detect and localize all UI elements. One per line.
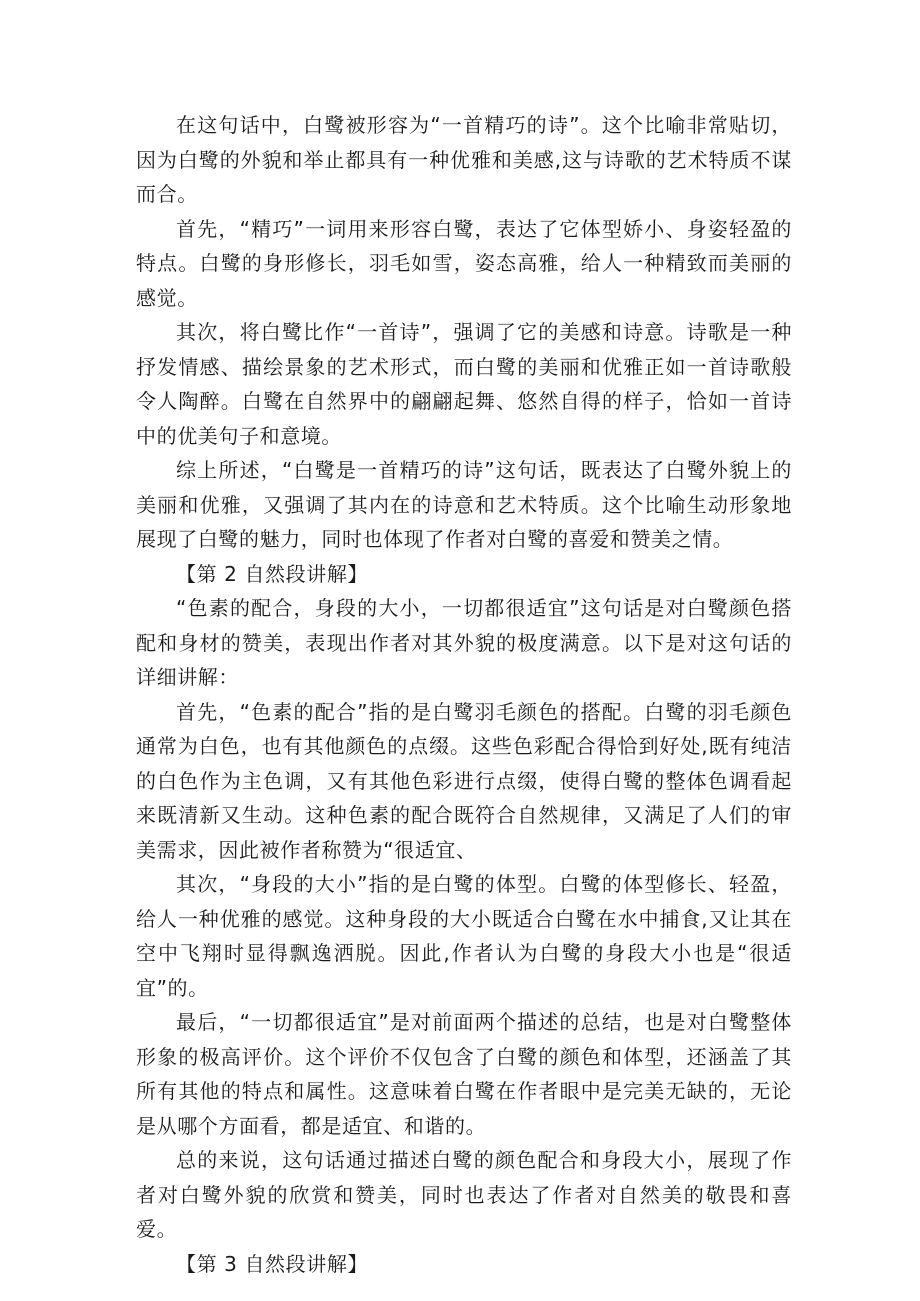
- paragraph-summary-2: 总的来说，这句话通过描述白鹭的颜色配合和身段大小，展现了作者对白鹭外貌的欣赏和赞美，同时也表达了作者对自然美的敬畏和喜爱。: [136, 1148, 792, 1241]
- paragraph-summary-1: 综上所述，“白鹭是一首精巧的诗”这句话，既表达了白鹭外貌上的美丽和优雅，又强调了其内在的诗意和艺术特质。这个比喻生动形象地展现了白鹭的魅力，同时也体现了作者对白鹭的喜爱和赞美之情。: [136, 458, 792, 551]
- paragraph-a-poem: 其次，将白鹭比作“一首诗”，强调了它的美感和诗意。诗歌是一种抒发情感、描绘景象的艺术形式，而白鹭的美丽和优雅正如一首诗歌般令人陶醉。白鹭在自然界中的翩翩起舞、悠然自得的样子，恰如一首诗中的优美句子和意境。: [136, 320, 792, 448]
- paragraph-color: 首先，“色素的配合”指的是白鹭羽毛颜色的搭配。白鹭的羽毛颜色通常为白色，也有其他颜色的点缀。这些色彩配合得恰到好处,既有纯洁的白色作为主色调，又有其他色彩进行点缀，使得白鹭的整体色调看起来既清新又生动。这种色素的配合既符合自然规律，又满足了人们的审美需求，因此被作者称赞为“很适宜、: [136, 699, 792, 862]
- paragraph-poem-metaphor: 在这句话中，白鹭被形容为“一首精巧的诗”。这个比喻非常贴切，因为白鹭的外貌和举止都具有一种优雅和美感,这与诗歌的艺术特质不谋而合。: [136, 113, 792, 206]
- section-heading-paragraph-2: 【第 2 自然段讲解】: [176, 561, 369, 586]
- paragraph-all-suitable: 最后，“一切都很适宜”是对前面两个描述的总结，也是对白鹭整体形象的极高评价。这个评价不仅包含了白鹭的颜色和体型，还涵盖了其所有其他的特点和属性。这意味着白鹭在作者眼中是完美无缺的，无论是从哪个方面看，都是适宜、和谐的。: [136, 1010, 792, 1138]
- paragraph-body-size: 其次，“身段的大小”指的是白鹭的体型。白鹭的体型修长、轻盈，给人一种优雅的感觉。这种身段的大小既适合白鹭在水中捕食,又让其在空中飞翔时显得飘逸洒脱。因此,作者认为白鹭的身段大小也是“很适宜”的。: [136, 872, 792, 1000]
- paragraph-delicate: 首先，“精巧”一词用来形容白鹭，表达了它体型娇小、身姿轻盈的特点。白鹭的身形修长，羽毛如雪，姿态高雅，给人一种精致而美丽的感觉。: [136, 216, 792, 310]
- section-heading-paragraph-3: 【第 3 自然段讲解】: [176, 1251, 369, 1276]
- paragraph-intro-2: “色素的配合，身段的大小，一切都很适宜”这句话是对白鹭颜色搭配和身材的赞美，表现出作者对其外貌的极度满意。以下是对这句话的详细讲解：: [136, 596, 792, 689]
- document-page: [136, 108, 792, 1281]
